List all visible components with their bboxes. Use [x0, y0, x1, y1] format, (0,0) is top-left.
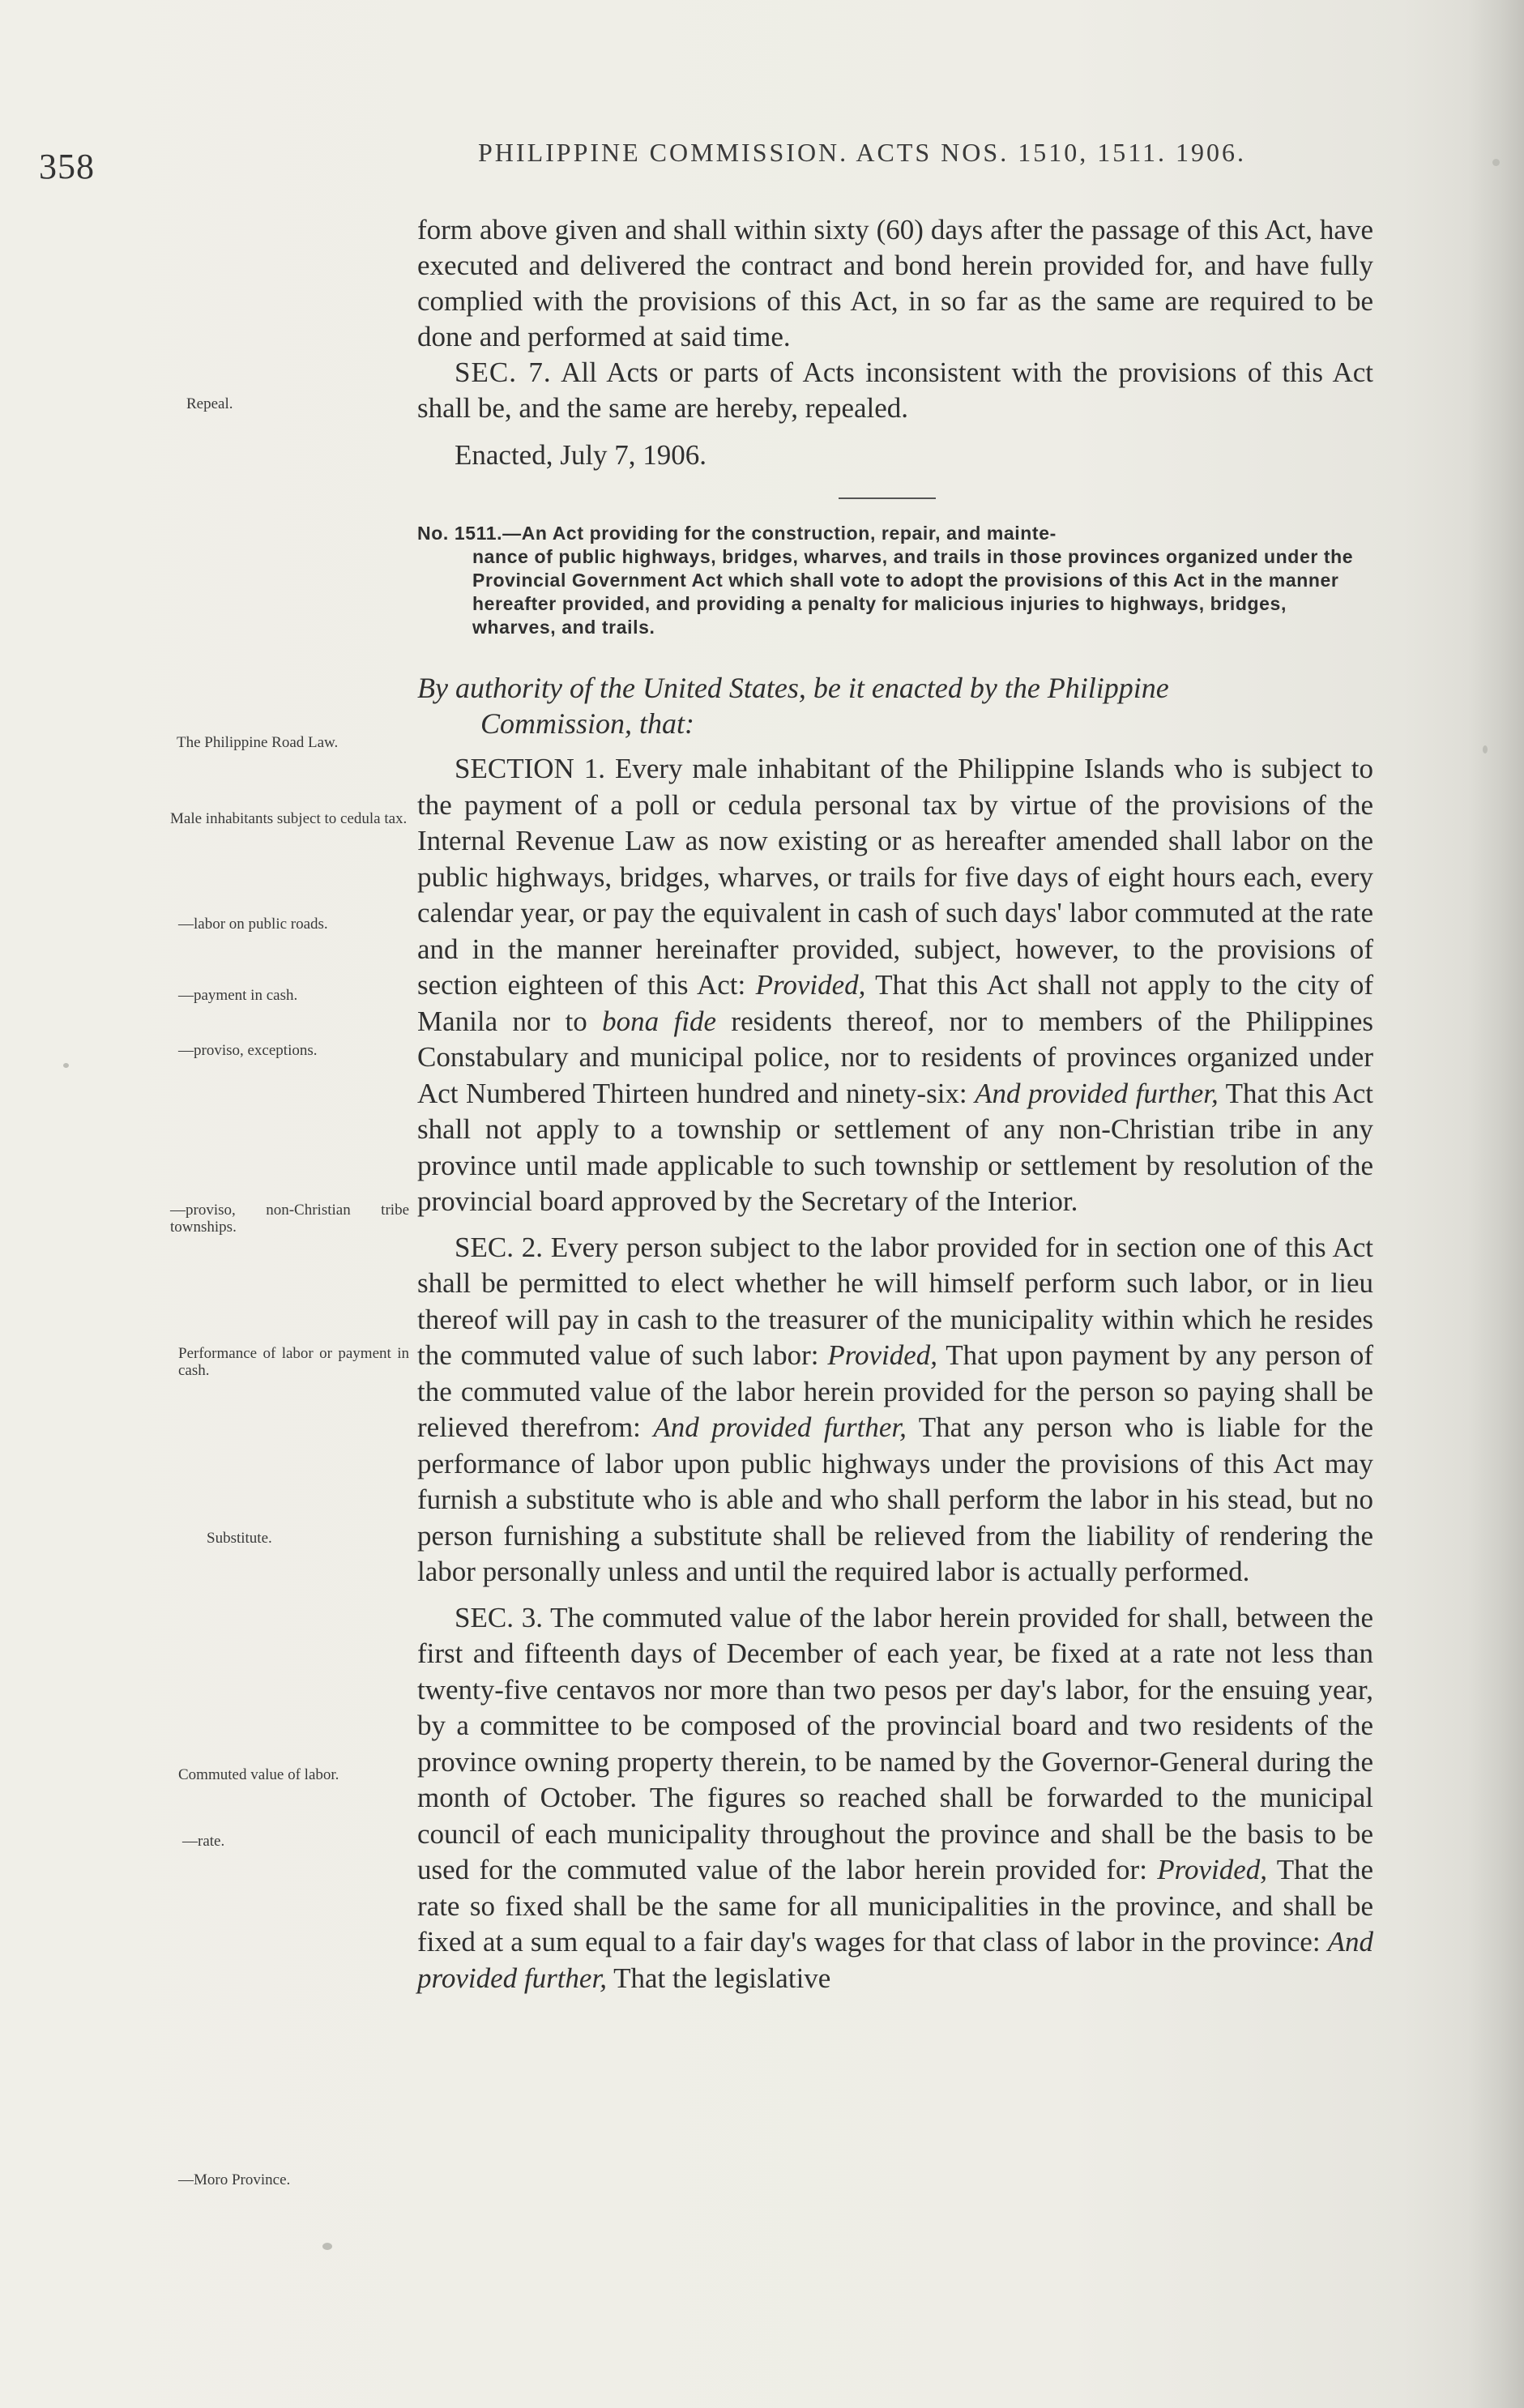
margin-note-repeal: Repeal. — [186, 395, 233, 412]
section-2-text-a: Every person subject to the labor provided for in section one of this Act shall be permitted to elect whether he will himself perform such labor, or in lieu thereof will pay in cash to the treasurer of the municipality within which he resides the commuted value of such labor: — [417, 1231, 1373, 1371]
section-1-provided: Provided, — [755, 969, 866, 1001]
margin-note-moro-province: —Moro Province. — [178, 2171, 291, 2188]
section-1-and-provided: And provided further, — [975, 1077, 1219, 1109]
section-7-text: All Acts or parts of Acts inconsistent with the provisions of this Act shall be, and the same are hereby, repealed. — [417, 357, 1373, 424]
section-3 — [417, 1600, 1373, 1997]
enacting-clause-line-1: By authority of the United States, be it enacted by the Philippine — [417, 672, 1169, 704]
paper-speck — [1483, 745, 1488, 754]
section-2 — [417, 1230, 1373, 1590]
act-heading — [417, 522, 1373, 639]
section-2-text-c: That any person who is liable for the performance of labor upon public highways under the provisions of this Act may furnish a substitute who is able and who shall perform the labor in his stead, but no person furnishing a substitute shall be relieved from the liability of rendering the labor personally unless and until the required labor is actually performed. — [417, 1411, 1373, 1587]
margin-note-rate: —rate. — [182, 1833, 225, 1850]
section-2-provided: Provided, — [827, 1339, 938, 1371]
margin-note-road-law: The Philippine Road Law. — [177, 734, 339, 751]
margin-note-substitute: Substitute. — [207, 1530, 272, 1547]
section-2-and-provided: And provided further, — [653, 1411, 907, 1443]
section-1-bona-fide: bona fide — [602, 1005, 717, 1037]
paper-speck — [63, 1063, 69, 1068]
margin-note-payment-cash: —payment in cash. — [178, 987, 298, 1004]
section-3-text-b: That the rate so fixed shall be the same for all municipalities in the province, and shall be fixed at a sum equal to a fair day's wages for that class of labor in the province: — [417, 1854, 1373, 1958]
margin-note-performance: Performance of labor or payment in cash. — [178, 1345, 409, 1379]
enacting-clause — [417, 670, 1373, 741]
main-text — [417, 212, 1373, 1996]
section-3-and-provided: And provided further, — [417, 1926, 1373, 1994]
section-divider — [839, 497, 936, 499]
enacted-date: Enacted, July 7, 1906. — [455, 439, 707, 471]
section-7 — [417, 355, 1373, 426]
act-heading-rest: nance of public highways, bridges, wharves, and trails in those provinces organized under the Provincial Government Act which shall vote to adopt the provisions of this Act in the manner hereafter provided, and providing a penalty for malicious injuries to highways, bridges, wharves, and trails. — [472, 546, 1354, 638]
section-2-label: SEC. 2. — [455, 1231, 543, 1263]
margin-note-male-inhabitants: Male inhabitants subject to cedula tax. — [170, 810, 408, 827]
section-2-text-b: That upon payment by any person of the commuted value of the labor herein provided for the person so paying shall be relieved therefrom: — [417, 1339, 1373, 1443]
section-1-text-d: That this Act shall not apply to a township or settlement of any non-Christian tribe in any province until made applicable to such township or settlement by resolution of the provincial board approved by the Secretary of the Interior. — [417, 1077, 1373, 1217]
section-3-label: SEC. 3. — [455, 1601, 543, 1633]
section-3-text-c: That the legislative — [606, 1962, 831, 1994]
section-1-text-b: That this Act shall not apply to the city of Manila nor to — [417, 969, 1374, 1037]
continuation-paragraph: form above given and shall within sixty (60) days after the passage of this Act, have executed and delivered the contract and bond herein provided for, and have fully complied with the provisions of this Act, in so far as the same are required to be done and performed at said time. — [417, 214, 1373, 352]
section-7-label: SEC. 7. — [455, 357, 552, 388]
section-1-label: SECTION 1. — [455, 753, 605, 784]
page-number: 358 — [39, 147, 95, 186]
section-1-text-c: residents thereof, nor to members of the Philippines Constabulary and municipal police, nor to residents of provinces organized under Act Numbered Thirteen hundred and ninety-six: — [417, 1005, 1373, 1109]
margin-note-proviso-exceptions: —proviso, exceptions. — [178, 1042, 318, 1059]
running-head: PHILIPPINE COMMISSION. ACTS NOS. 1510, 1511. 1906. — [478, 138, 1247, 167]
section-1-text-a: Every male inhabitant of the Philippine Islands who is subject to the payment of a poll or cedula personal tax by virtue of the provisions of the Internal Revenue Law as now existing or as hereafter amended shall labor on the public highways, bridges, wharves, or trails for five days of eight hours each, every calendar year, or pay the equivalent in cash of such days' labor commuted at the rate and in the manner hereinafter provided, subject, however, to the provisions of section eighteen of this Act: — [417, 753, 1373, 1001]
section-3-provided: Provided, — [1157, 1854, 1268, 1885]
margin-note-proviso-non-christian: —proviso, non-Christian tribe townships. — [170, 1202, 409, 1236]
section-3-text-a: The commuted value of the labor herein provided for shall, between the first and fifteenth days of December of each year, be fixed at a rate not less than twenty-five centavos nor more than two pesos per day's labor, for the ensuing year, by a committee to be composed of the provincial board and two residents of the province owning property therein, to be named by the Governor-General during the month of October. The figures so reached shall be forwarded to the municipal council of each municipality throughout the province and shall be the basis to be used for the commuted value of the labor herein provided for: — [417, 1601, 1373, 1885]
section-1 — [417, 751, 1373, 1220]
paper-speck — [1492, 159, 1500, 166]
paper-speck — [322, 2243, 332, 2250]
margin-note-commuted-value: Commuted value of labor. — [178, 1766, 339, 1783]
page-edge-shadow — [1467, 0, 1524, 2408]
act-heading-first-line: No. 1511.—An Act providing for the construction, repair, and mainte- — [417, 523, 1057, 544]
margin-note-labor-public-roads: —labor on public roads. — [178, 916, 328, 933]
enacting-clause-line-2: Commission, that: — [480, 707, 695, 740]
